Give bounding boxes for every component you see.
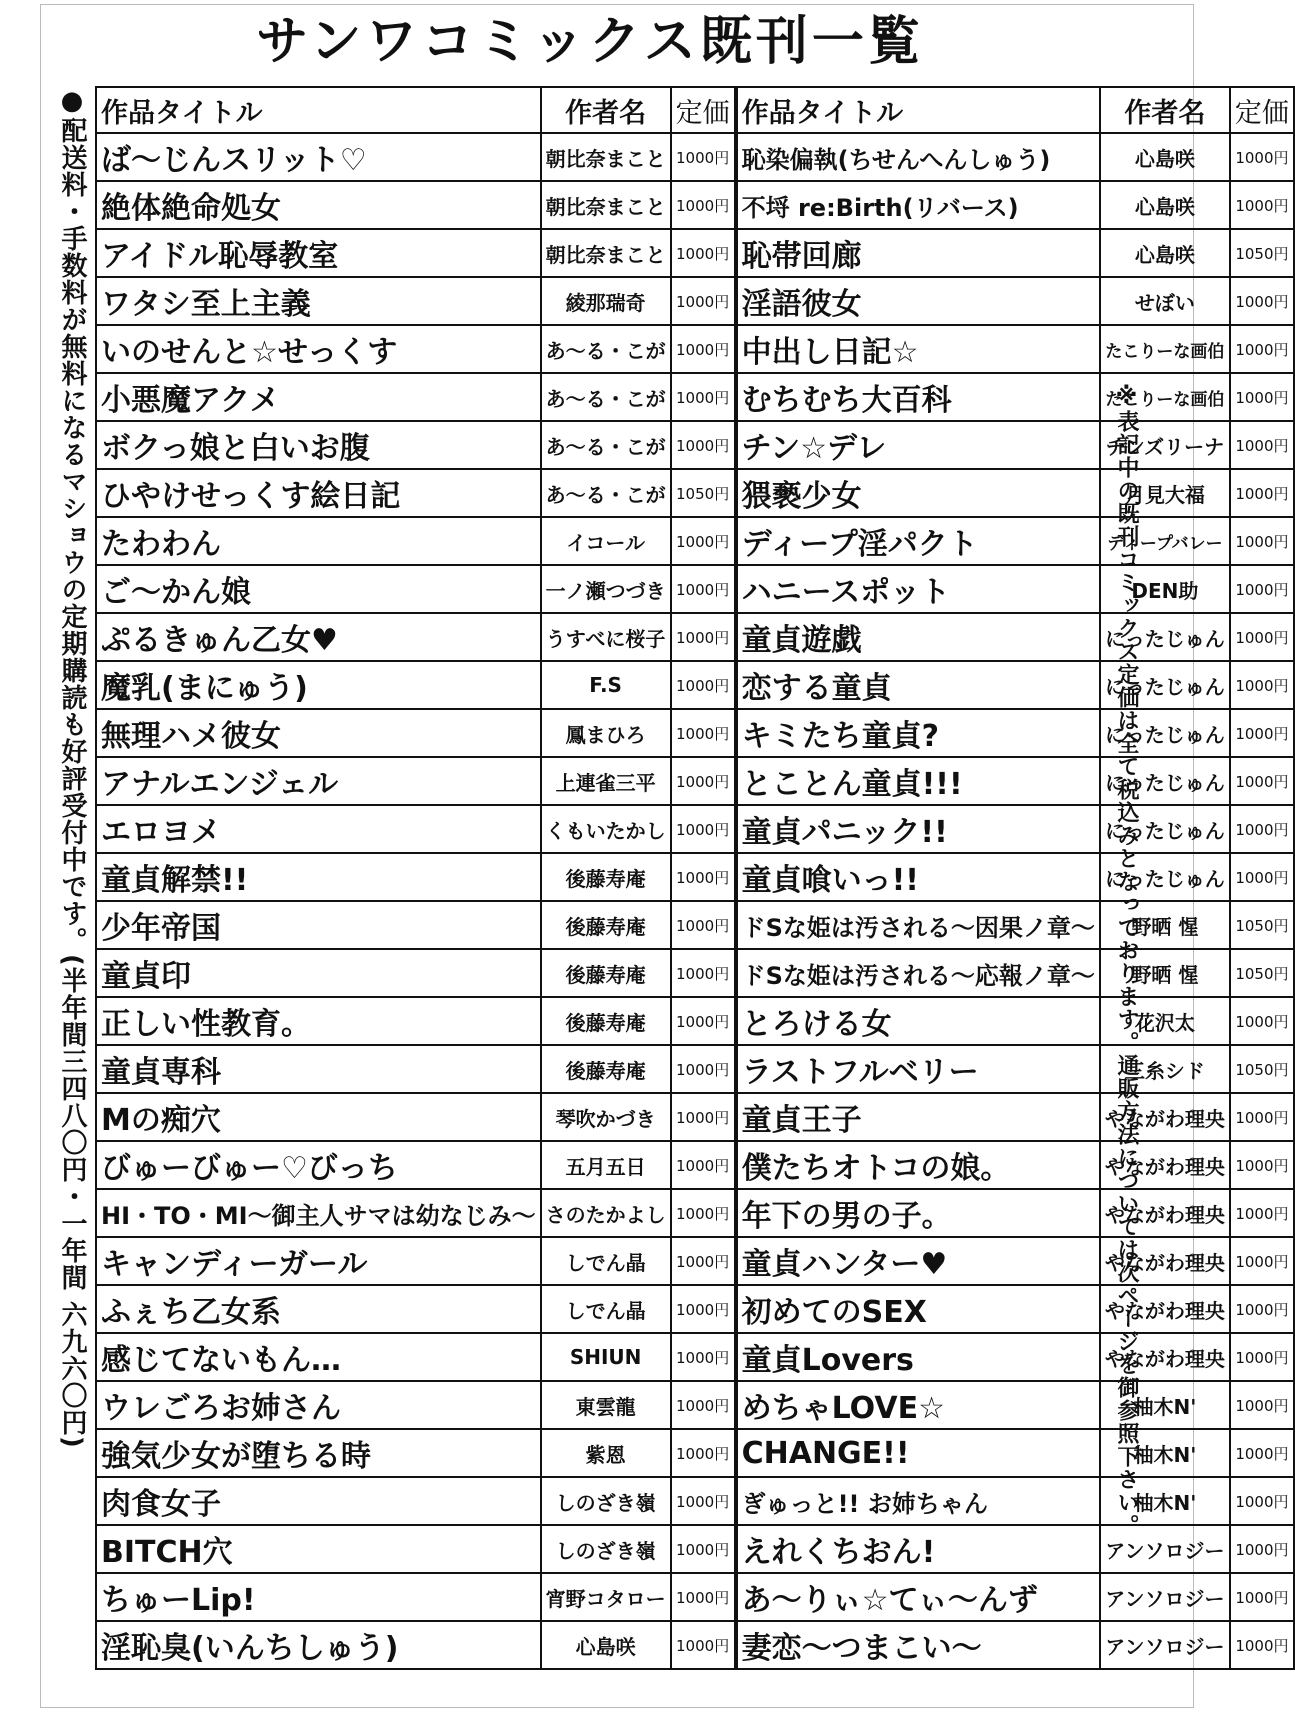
book-author-right: 柚木N' <box>1100 1381 1230 1429</box>
book-author-left: うすべに桜子 <box>541 613 671 661</box>
book-price-right: 1000円 <box>1230 805 1294 853</box>
book-title-right: 僕たちオトコの娘。 <box>736 1141 1100 1189</box>
page-title: サンワコミックス既刊一覧 <box>256 12 924 72</box>
book-author-right: にったじゅん <box>1100 661 1230 709</box>
book-author-left: 後藤寿庵 <box>541 949 671 997</box>
book-title-left: 少年帝国 <box>96 901 541 949</box>
book-author-left: しのざき嶺 <box>541 1525 671 1573</box>
book-price-right: 1000円 <box>1230 565 1294 613</box>
book-author-right: やながわ理央 <box>1100 1189 1230 1237</box>
book-author-right: 三糸シド <box>1100 1045 1230 1093</box>
book-author-right: やながわ理央 <box>1100 1333 1230 1381</box>
book-price-right: 1000円 <box>1230 1621 1294 1669</box>
book-title-left: 小悪魔アクメ <box>96 373 541 421</box>
header-price-left: 定価 <box>671 87 736 133</box>
book-author-left: あ〜る・こが <box>541 325 671 373</box>
book-price-left: 1050円 <box>671 469 736 517</box>
book-title-left: アナルエンジェル <box>96 757 541 805</box>
book-price-right: 1000円 <box>1230 1333 1294 1381</box>
book-title-left: びゅーびゅー♡びっち <box>96 1141 541 1189</box>
book-price-left: 1000円 <box>671 421 736 469</box>
book-price-right: 1000円 <box>1230 517 1294 565</box>
book-author-left: 鳳まひろ <box>541 709 671 757</box>
book-title-left: 強気少女が堕ちる時 <box>96 1429 541 1477</box>
book-author-left: イコール <box>541 517 671 565</box>
book-author-left: 綾那瑞奇 <box>541 277 671 325</box>
book-author-right: にったじゅん <box>1100 613 1230 661</box>
header-author-right: 作者名 <box>1100 87 1230 133</box>
book-author-right: 心島咲 <box>1100 229 1230 277</box>
book-author-right: 野晒 惺 <box>1100 949 1230 997</box>
header-title-left: 作品タイトル <box>96 87 541 133</box>
subscription-note: ●配送料・手数料が無料になるマショウの定期購読も好評受付中です。(半年間三四八〇円・一年間 六九六〇円) <box>57 86 87 1449</box>
header-author-left: 作者名 <box>541 87 671 133</box>
book-title-left: Mの痴穴 <box>96 1093 541 1141</box>
book-price-right: 1000円 <box>1230 997 1294 1045</box>
book-title-left: 魔乳(まにゅう) <box>96 661 541 709</box>
book-title-left: ひやけせっくす絵日記 <box>96 469 541 517</box>
book-author-left: 後藤寿庵 <box>541 901 671 949</box>
book-author-left: 心島咲 <box>541 1621 671 1669</box>
book-price-left: 1000円 <box>671 997 736 1045</box>
book-author-right: やながわ理央 <box>1100 1285 1230 1333</box>
book-author-left: 紫恩 <box>541 1429 671 1477</box>
book-title-right: チン☆デレ <box>736 421 1100 469</box>
book-author-right: 野晒 惺 <box>1100 901 1230 949</box>
book-price-left: 1000円 <box>671 1141 736 1189</box>
book-price-right: 1050円 <box>1230 901 1294 949</box>
book-author-right: 花沢太 <box>1100 997 1230 1045</box>
book-title-right: 淫語彼女 <box>736 277 1100 325</box>
book-author-right: せぼい <box>1100 277 1230 325</box>
book-author-right: DEN助 <box>1100 565 1230 613</box>
table-row <box>96 181 1294 229</box>
book-price-right: 1050円 <box>1230 229 1294 277</box>
book-author-left: 宵野コタロー <box>541 1573 671 1621</box>
book-author-left: さのたかよし <box>541 1189 671 1237</box>
book-price-left: 1000円 <box>671 181 736 229</box>
book-price-left: 1000円 <box>671 1189 736 1237</box>
book-title-right: キミたち童貞? <box>736 709 1100 757</box>
book-title-left: 肉食女子 <box>96 1477 541 1525</box>
book-price-left: 1000円 <box>671 853 736 901</box>
book-author-right: にったじゅん <box>1100 709 1230 757</box>
book-price-left: 1000円 <box>671 613 736 661</box>
book-price-left: 1000円 <box>671 1477 736 1525</box>
book-title-right: 恥帯回廊 <box>736 229 1100 277</box>
book-title-right: ハニースポット <box>736 565 1100 613</box>
book-title-right: 童貞Lovers <box>736 1333 1100 1381</box>
book-author-right: にったじゅん <box>1100 853 1230 901</box>
header-title-right: 作品タイトル <box>736 87 1100 133</box>
table-row <box>96 325 1294 373</box>
book-title-left: 正しい性教育。 <box>96 997 541 1045</box>
book-price-left: 1000円 <box>671 1621 736 1669</box>
book-price-right: 1000円 <box>1230 1141 1294 1189</box>
book-author-left: SHIUN <box>541 1333 671 1381</box>
book-title-right: むちむち大百科 <box>736 373 1100 421</box>
book-title-right: えれくちおん! <box>736 1525 1100 1573</box>
book-title-right: 童貞喰いっ!! <box>736 853 1100 901</box>
book-title-right: ラストフルベリー <box>736 1045 1100 1093</box>
book-title-left: 童貞専科 <box>96 1045 541 1093</box>
book-author-right: たこりーな画伯 <box>1100 325 1230 373</box>
book-author-right: アンソロジー <box>1100 1525 1230 1573</box>
book-title-left: ば〜じんスリット♡ <box>96 133 541 181</box>
book-author-left: くもいたかし <box>541 805 671 853</box>
book-price-right: 1000円 <box>1230 1093 1294 1141</box>
book-price-right: 1050円 <box>1230 1045 1294 1093</box>
book-author-left: しでん晶 <box>541 1237 671 1285</box>
table-row <box>96 133 1294 181</box>
book-price-left: 1000円 <box>671 373 736 421</box>
book-title-right: とことん童貞!!! <box>736 757 1100 805</box>
book-title-left: 絶体絶命処女 <box>96 181 541 229</box>
book-title-left: 無理ハメ彼女 <box>96 709 541 757</box>
book-price-left: 1000円 <box>671 1237 736 1285</box>
book-author-left: 一ノ瀬つづき <box>541 565 671 613</box>
book-title-left: ぷるきゅん乙女♥ <box>96 613 541 661</box>
book-author-right: ディープバレー <box>1100 517 1230 565</box>
book-author-left: 朝比奈まこと <box>541 229 671 277</box>
book-author-left: あ〜る・こが <box>541 469 671 517</box>
book-price-right: 1000円 <box>1230 325 1294 373</box>
book-title-right: 童貞ハンター♥ <box>736 1237 1100 1285</box>
book-price-right: 1000円 <box>1230 181 1294 229</box>
book-author-right: 月見大福 <box>1100 469 1230 517</box>
book-price-left: 1000円 <box>671 805 736 853</box>
book-title-left: BITCH穴 <box>96 1525 541 1573</box>
book-title-right: めちゃLOVE☆ <box>736 1381 1100 1429</box>
book-author-left: 上連雀三平 <box>541 757 671 805</box>
book-author-right: たこりーな画伯 <box>1100 373 1230 421</box>
book-price-left: 1000円 <box>671 517 736 565</box>
book-author-left: しのざき嶺 <box>541 1477 671 1525</box>
book-price-left: 1000円 <box>671 901 736 949</box>
book-author-right: にったじゅん <box>1100 805 1230 853</box>
book-author-right: 心島咲 <box>1100 181 1230 229</box>
book-title-right: あ〜りぃ☆てぃ〜んず <box>736 1573 1100 1621</box>
book-price-left: 1000円 <box>671 949 736 997</box>
book-title-left: いのせんと☆せっくす <box>96 325 541 373</box>
book-title-right: とろける女 <box>736 997 1100 1045</box>
book-price-left: 1000円 <box>671 1333 736 1381</box>
book-author-right: にったじゅん <box>1100 757 1230 805</box>
book-price-right: 1000円 <box>1230 757 1294 805</box>
book-title-right: 童貞王子 <box>736 1093 1100 1141</box>
book-price-left: 1000円 <box>671 1429 736 1477</box>
book-price-left: 1000円 <box>671 133 736 181</box>
book-title-left: エロヨメ <box>96 805 541 853</box>
book-price-right: 1000円 <box>1230 613 1294 661</box>
book-author-right: やながわ理央 <box>1100 1093 1230 1141</box>
book-author-left: あ〜る・こが <box>541 373 671 421</box>
book-author-right: 柚木N' <box>1100 1429 1230 1477</box>
header-row <box>96 87 1294 133</box>
book-author-left: あ〜る・こが <box>541 421 671 469</box>
book-price-right: 1000円 <box>1230 373 1294 421</box>
book-author-right: 柚木N' <box>1100 1477 1230 1525</box>
book-price-right: 1000円 <box>1230 1381 1294 1429</box>
book-title-right: 年下の男の子。 <box>736 1189 1100 1237</box>
book-title-left: ウレごろお姉さん <box>96 1381 541 1429</box>
book-price-right: 1000円 <box>1230 853 1294 901</box>
book-title-left: キャンディーガール <box>96 1237 541 1285</box>
book-price-left: 1000円 <box>671 757 736 805</box>
book-price-right: 1000円 <box>1230 1237 1294 1285</box>
book-title-right: CHANGE!! <box>736 1429 1100 1477</box>
book-title-left: ボクっ娘と白いお腹 <box>96 421 541 469</box>
book-price-right: 1000円 <box>1230 1429 1294 1477</box>
book-title-right: 恥染偏執(ちせんへんしゅう) <box>736 133 1100 181</box>
book-title-right: ドSな姫は汚される〜因果ノ章〜 <box>736 901 1100 949</box>
book-title-right: 童貞パニック!! <box>736 805 1100 853</box>
book-author-left: 朝比奈まこと <box>541 133 671 181</box>
book-title-right: ドSな姫は汚される〜応報ノ章〜 <box>736 949 1100 997</box>
book-price-right: 1000円 <box>1230 1525 1294 1573</box>
book-price-right: 1000円 <box>1230 469 1294 517</box>
book-title-right: 猥褻少女 <box>736 469 1100 517</box>
book-price-left: 1000円 <box>671 565 736 613</box>
book-price-right: 1000円 <box>1230 1573 1294 1621</box>
book-author-left: 後藤寿庵 <box>541 997 671 1045</box>
book-title-right: ぎゅっと!! お姉ちゃん <box>736 1477 1100 1525</box>
book-price-right: 1000円 <box>1230 277 1294 325</box>
book-title-left: アイドル恥辱教室 <box>96 229 541 277</box>
book-price-left: 1000円 <box>671 1381 736 1429</box>
book-title-left: HI・TO・MI〜御主人サマは幼なじみ〜 <box>96 1189 541 1237</box>
book-price-left: 1000円 <box>671 1525 736 1573</box>
book-author-right: やながわ理央 <box>1100 1237 1230 1285</box>
book-price-left: 1000円 <box>671 1093 736 1141</box>
book-title-right: 中出し日記☆ <box>736 325 1100 373</box>
book-price-left: 1000円 <box>671 1573 736 1621</box>
book-price-left: 1000円 <box>671 229 736 277</box>
book-author-left: 後藤寿庵 <box>541 853 671 901</box>
book-price-left: 1000円 <box>671 277 736 325</box>
book-price-right: 1000円 <box>1230 421 1294 469</box>
book-author-right: アンソロジー <box>1100 1573 1230 1621</box>
table-row <box>96 229 1294 277</box>
book-author-left: 東雲龍 <box>541 1381 671 1429</box>
book-price-left: 1000円 <box>671 709 736 757</box>
book-title-left: ちゅーLip! <box>96 1573 541 1621</box>
book-title-right: 妻恋〜つまこい〜 <box>736 1621 1100 1669</box>
book-title-right: 初めてのSEX <box>736 1285 1100 1333</box>
book-author-left: F.S <box>541 661 671 709</box>
book-author-left: しでん晶 <box>541 1285 671 1333</box>
book-title-right: ディープ淫パクト <box>736 517 1100 565</box>
header-price-right: 定価 <box>1230 87 1294 133</box>
book-price-right: 1050円 <box>1230 949 1294 997</box>
book-title-left: 童貞解禁!! <box>96 853 541 901</box>
book-title-right: 恋する童貞 <box>736 661 1100 709</box>
book-author-right: やながわ理央 <box>1100 1141 1230 1189</box>
book-author-left: 琴吹かづき <box>541 1093 671 1141</box>
book-author-right: チンズリーナ <box>1100 421 1230 469</box>
book-price-right: 1000円 <box>1230 661 1294 709</box>
book-price-left: 1000円 <box>671 661 736 709</box>
book-price-left: 1000円 <box>671 1285 736 1333</box>
book-price-left: 1000円 <box>671 1045 736 1093</box>
book-title-left: 童貞印 <box>96 949 541 997</box>
book-title-left: ふぇち乙女系 <box>96 1285 541 1333</box>
book-price-right: 1000円 <box>1230 1477 1294 1525</box>
book-title-left: たわわん <box>96 517 541 565</box>
pricing-note: ※表記中の既刊コミックス定価は全て税込みとなっております。通販方法については次ページを御参照下さい。 <box>1114 384 1139 1537</box>
book-title-left: 感じてないもん… <box>96 1333 541 1381</box>
book-title-right: 不埒 re:Birth(リバース) <box>736 181 1100 229</box>
book-title-right: 童貞遊戯 <box>736 613 1100 661</box>
book-price-right: 1000円 <box>1230 1189 1294 1237</box>
book-author-left: 後藤寿庵 <box>541 1045 671 1093</box>
table-row <box>96 277 1294 325</box>
book-title-left: ワタシ至上主義 <box>96 277 541 325</box>
book-price-right: 1000円 <box>1230 709 1294 757</box>
book-title-left: 淫恥臭(いんちしゅう) <box>96 1621 541 1669</box>
book-author-right: 心島咲 <box>1100 133 1230 181</box>
book-author-left: 朝比奈まこと <box>541 181 671 229</box>
book-author-right: アンソロジー <box>1100 1621 1230 1669</box>
book-title-left: ご〜かん娘 <box>96 565 541 613</box>
book-price-left: 1000円 <box>671 325 736 373</box>
table-header <box>96 87 1294 133</box>
book-author-left: 五月五日 <box>541 1141 671 1189</box>
book-price-right: 1000円 <box>1230 1285 1294 1333</box>
book-price-right: 1000円 <box>1230 133 1294 181</box>
